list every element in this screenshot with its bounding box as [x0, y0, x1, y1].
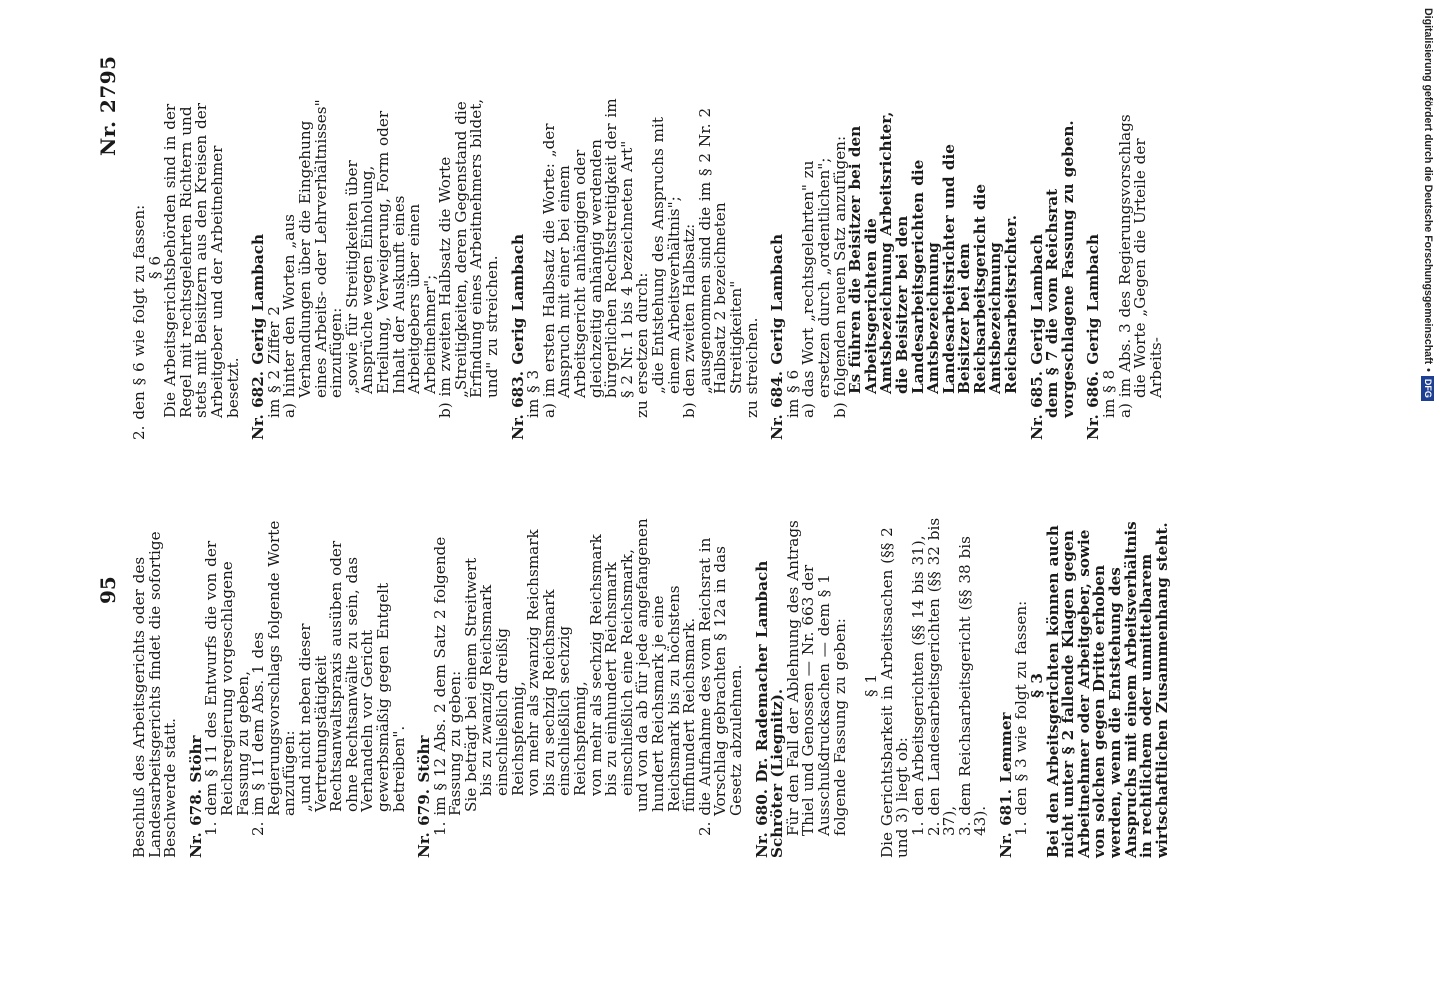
list-item: 1. den Arbeitsgerichten (§§ 14 bis 31), — [908, 535, 927, 836]
motion-heading: Nr. 685. Gerig Lambach — [1027, 234, 1046, 440]
section-heading: § 6 — [145, 255, 164, 280]
paragraph: dem § 7 die vom Reichsrat vorgeschlagene Fassung zu geben. — [1043, 120, 1077, 418]
credit-text: Digitalisierung gefördert durch die Deutsche Forschungsgemeinschaft — [1422, 8, 1434, 365]
paragraph: von mehr als sechzig Reichsmark bis zu einhundert Reichsmark einschließlich eine Reichsmark, — [586, 534, 636, 796]
paragraph: Die Arbeitsgerichtsbehörden sind in der Regel mit rechtsgelehrten Richtern und stets mit Beisitzern aus den Kreisen der Arbeitgeber und der Arbeitnehmer besetzt. — [161, 102, 242, 418]
paragraph: Beschluß des Arbeitsgerichts oder des Landesarbeitsgerichts findet die sofortige Beschwerde statt. — [130, 531, 180, 858]
list-item: a) hinter den Worten „aus Verhandlungen über die Eingehung eines Arbeits- oder Lehrverhältnisses" einzufügen: — [280, 99, 346, 418]
quote: „sowie für Streitigkeiten über Ansprüche wegen Einholung, Erteilung, Verweigerung, Form oder Inhalt der Auskunft eines Arbeitgebers über einen Arbeitnehmer"; — [342, 110, 439, 394]
paragraph: im § 3 — [524, 369, 543, 418]
left-column — [132, 513, 1170, 858]
section-heading: § 3 — [1028, 673, 1047, 698]
motion-heading: Nr. 678. Stöhr — [186, 735, 205, 858]
paragraph: im § 2 Ziffer 2 — [264, 306, 283, 418]
section-heading: § 1 — [862, 673, 881, 698]
paragraph: Für den Fall der Ablehnung des Antrags Thiel und Genossen — Nr. 663 der Ausschußdrucksachen — dem § 1 folgende Fassung zu geben: — [783, 520, 849, 836]
list-item: a) im ersten Halbsatz die Worte: „der Anspruch mit einer bei einem Arbeitsgericht anhängigen oder gleichzeitig anhängig werdenden bürgerlichen Rechtsstreitigkeit der im § 2 Nr. 1 bis 4 bezeichneten Art" — [539, 98, 636, 418]
paragraph: bis zu zwanzig Reichsmark einschließlich dreißig Reichspfennig, — [477, 584, 527, 796]
dfg-logo: DFG — [1422, 376, 1434, 401]
list-item: 2. die Aufnahme des vom Reichsrat in Vorschlag gebrachten § 12a in das Gesetz abzulehnen. — [695, 537, 745, 836]
list-item: 1. den § 3 wie folgt zu fassen: — [1012, 600, 1031, 836]
paragraph: zu streichen. — [742, 317, 761, 418]
document-number: Nr. 2795 — [96, 55, 120, 156]
quote: „und nicht neben dieser Vertretungstätigkeit Rechtsanwaltspraxis ausüben oder ohne Rechtsanwälte zu sein, das Verhandeln vor Gericht gewerbsmäßig gegen Entgelt betreiben". — [295, 540, 408, 812]
list-item: a) das Wort „rechtsgelehrten" zu ersetzen durch „ordentlichen"; — [799, 157, 833, 418]
right-column — [132, 95, 1164, 440]
paragraph: und von da ab für jede angefangenen hundert Reichsmark je eine Reichsmark bis zu höchstens fünfhundert Reichsmark. — [633, 518, 699, 812]
paragraph: Es führen die Beisitzer bei den Arbeitsgerichten die Amtsbezeichnung Arbeitsrichter, die Beisitzer bei den Landesarbeitsgerichten die Amtsbezeichnung Landesarbeitsrichter und die Beisitzer bei dem Reichsarbeitsgericht die Amtsbezeichnung Reichsarbeitsrichter. — [846, 111, 1021, 394]
list-item: 1. im § 12 Abs. 2 dem Satz 2 folgende Fassung zu geben: — [430, 536, 465, 836]
list-item: 2. den § 6 wie folgt zu fassen: — [130, 204, 148, 440]
motion-heading: Nr. 684. Gerig Lambach — [768, 234, 787, 440]
list-item: 1. dem § 11 des Entwurfs die von der Reichsregierung vorgeschlagene Fassung zu geben, — [202, 540, 252, 836]
list-item: b) den zweiten Halbsatz: — [680, 223, 699, 418]
paragraph: Die Gerichtsbarkeit in Arbeitssachen (§§ 2 und 3) liegt ob: — [877, 527, 912, 858]
motion-heading: Nr. 680. Dr. Rademacher Lambach Schröter (Liegnitz). — [752, 560, 787, 858]
list-item: a) im Abs. 3 des Regierungsvorschlags die Worte „Gegen die Urteile der Arbeits- — [1115, 114, 1165, 418]
list-item: b) im zweiten Halbsatz die Worte „Streitigkeiten, deren Gegenstand die Erfindung eines Arbeitnehmers bildet, und" zu streichen. — [436, 98, 502, 418]
list-item: 2. den Landesarbeitsgerichten (§§ 32 bis 37), — [924, 517, 959, 836]
paragraph: im § 6 — [783, 369, 802, 418]
motion-heading: Nr. 682. Gerig Lambach — [249, 234, 268, 440]
paragraph: im § 8 — [1100, 369, 1119, 418]
paragraph: zu ersetzen durch: — [633, 272, 652, 418]
paragraph: Bei den Arbeitsgerichten können auch nicht unter § 2 fallende Klagen gegen Arbeitnehmer oder Arbeitgeber, sowie von solchen gegen Dritte erhoben werden, wenn die Entstehung des Anspruchs mit einem Arbeitsverhältnis in rechtlichem oder unmittelbarem wirtschaftlichen Zusammenhang steht. — [1043, 521, 1171, 858]
paragraph: von mehr als zwanzig Reichsmark bis zu sechzig Reichsmark einschließlich sechzig Reichspfennig, — [524, 529, 590, 796]
paragraph: Sie beträgt bei einem Streitwert — [461, 557, 480, 812]
page-number: 95 — [96, 576, 120, 604]
motion-heading: Nr. 681. Lemmer — [996, 712, 1015, 858]
motion-heading: Nr. 686. Gerig Lambach — [1084, 234, 1103, 440]
quote: „ausgenommen sind die im § 2 Nr. 2 Halbsatz 2 bezeichneten Streitigkeiten" — [695, 107, 745, 394]
list-item: 2. im § 11 dem Abs. 1 des Regierungsvorschlags folgende Worte anzufügen: — [249, 520, 299, 836]
sidebar-credit: Digitalisierung gefördert durch die Deutsche Forschungsgemeinschaft • DFG — [1416, 8, 1434, 528]
list-item: 3. dem Reichsarbeitsgericht (§§ 38 bis 43). — [955, 536, 990, 836]
quote: „die Entstehung des Anspruchs mit einem Arbeitsverhältnis"; — [649, 117, 683, 394]
list-item: b) folgenden neuen Satz anzufügen: — [830, 135, 849, 418]
motion-heading: Nr. 683. Gerig Lambach — [508, 234, 527, 440]
motion-heading: Nr. 679. Stöhr — [415, 735, 434, 858]
